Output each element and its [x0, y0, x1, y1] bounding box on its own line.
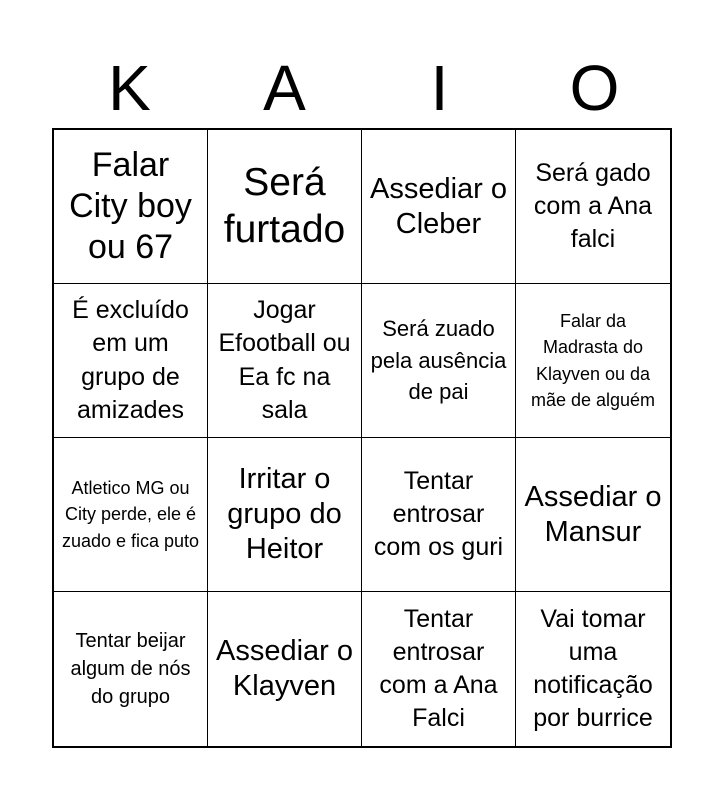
- bingo-cell-text: Assediar o Cleber: [369, 172, 507, 240]
- bingo-cell-text: Será furtado: [223, 161, 346, 251]
- bingo-cell-r3c4[interactable]: [516, 438, 670, 592]
- bingo-cell-text: Será zuado pela ausência de pai: [370, 315, 507, 405]
- bingo-cell-r1c2[interactable]: [208, 130, 362, 284]
- header-letter-a: A: [263, 52, 306, 124]
- bingo-cell-text: Tentar entrosar com a Ana Falci: [379, 604, 498, 733]
- bingo-cell-text: Tentar beijar algum de nós do grupo: [70, 630, 191, 708]
- bingo-cell-r1c4[interactable]: [516, 130, 670, 284]
- bingo-cell-text: É excluído em um grupo de amizades: [72, 296, 189, 424]
- bingo-cell-r4c2[interactable]: [208, 592, 362, 746]
- bingo-cell-text: Atletico MG ou City perde, ele é zuado e fica puto: [61, 478, 200, 551]
- header-letter-o: O: [569, 52, 620, 124]
- bingo-cell-r2c2[interactable]: [208, 284, 362, 438]
- bingo-header: [52, 48, 672, 128]
- bingo-cell-text: Vai tomar uma notificação por burrice: [533, 604, 653, 733]
- bingo-cell-r1c3[interactable]: [362, 130, 516, 284]
- bingo-cell-r1c1[interactable]: [54, 130, 208, 284]
- header-letter-k: K: [108, 52, 151, 124]
- bingo-cell-r4c1[interactable]: [54, 592, 208, 746]
- bingo-cell-text: Falar da Madrasta do Klayven ou da mãe de alguém: [530, 311, 656, 410]
- bingo-cell-text: Jogar Efootball ou Ea fc na sala: [218, 296, 351, 424]
- bingo-cell-r4c4[interactable]: [516, 592, 670, 746]
- bingo-cell-text: Falar City boy ou 67: [69, 146, 192, 266]
- bingo-cell-r2c3[interactable]: [362, 284, 516, 438]
- bingo-cell-r2c4[interactable]: [516, 284, 670, 438]
- bingo-cell-text: Assediar o Klayven: [215, 635, 353, 702]
- bingo-cell-r3c1[interactable]: [54, 438, 208, 592]
- bingo-cell-r4c3[interactable]: [362, 592, 516, 746]
- bingo-cell-r3c3[interactable]: [362, 438, 516, 592]
- bingo-cell-r2c1[interactable]: [54, 284, 208, 438]
- bingo-cell-text: Será gado com a Ana falci: [533, 158, 653, 254]
- bingo-cell-text: Irritar o grupo do Heitor: [227, 463, 342, 565]
- bingo-cell-text: Tentar entrosar com os guri: [373, 466, 504, 562]
- bingo-board: [52, 128, 672, 748]
- bingo-cell-text: Assediar o Mansur: [524, 480, 662, 548]
- header-letter-i: I: [430, 52, 449, 124]
- bingo-cell-r3c2[interactable]: [208, 438, 362, 592]
